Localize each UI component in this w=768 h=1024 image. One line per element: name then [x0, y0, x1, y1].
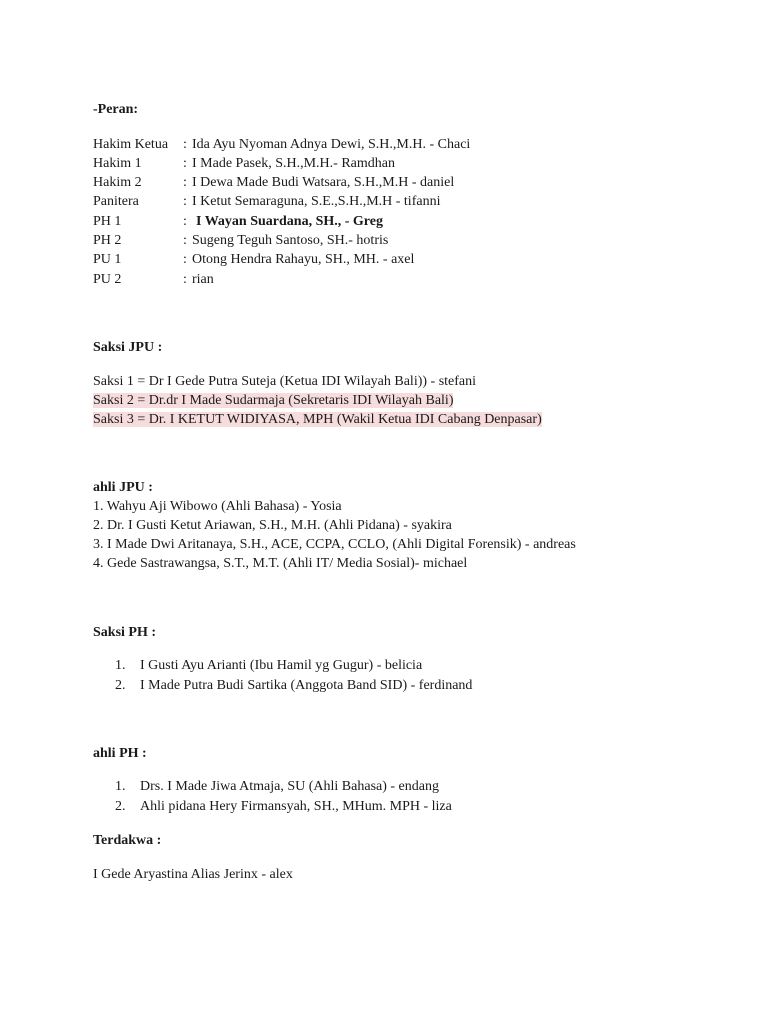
terdakwa-value: I Gede Aryastina Alias Jerinx - alex: [93, 867, 293, 882]
role-sep: :: [183, 175, 187, 190]
role-label: PU 1: [93, 252, 122, 267]
role-value: I Wayan Suardana, SH., - Greg: [196, 214, 383, 229]
ahli-ph-heading: ahli PH :: [93, 746, 147, 761]
terdakwa-heading: Terdakwa :: [93, 833, 162, 848]
role-row-hakim-ketua: [93, 135, 470, 154]
saksi-jpu-item: [93, 391, 453, 410]
saksi-jpu-heading: Saksi JPU :: [93, 340, 163, 355]
ahli-jpu-item: 1. Wahyu Aji Wibowo (Ahli Bahasa) - Yosia: [93, 499, 342, 514]
role-label: Panitera: [93, 194, 139, 209]
role-label: PU 2: [93, 272, 122, 287]
role-sep: :: [183, 137, 187, 152]
role-row-ph-2: [93, 231, 388, 250]
saksi-jpu-item: Saksi 1 = Dr I Gede Putra Suteja (Ketua IDI Wilayah Bali)) - stefani: [93, 374, 477, 389]
role-value: I Dewa Made Budi Watsara, S.H.,M.H - daniel: [192, 175, 455, 190]
ahli-ph-item: [115, 797, 452, 816]
role-row-hakim-2: [93, 173, 454, 192]
ahli-jpu-item: 2. Dr. I Gusti Ketut Ariawan, S.H., M.H. (Ahli Pidana) - syakira: [93, 518, 452, 533]
list-text: I Gusti Ayu Arianti (Ibu Hamil yg Gugur) - belicia: [140, 658, 423, 673]
highlighted-text: Saksi 3 = Dr. I KETUT WIDIYASA, MPH (Wakil Ketua IDI Cabang Denpasar): [93, 412, 542, 427]
role-value: Ida Ayu Nyoman Adnya Dewi, S.H.,M.H. - Chaci: [192, 137, 471, 152]
ahli-ph-item: [115, 777, 439, 796]
role-row-pu-2: [93, 270, 214, 289]
role-label: Hakim 1: [93, 156, 142, 171]
role-value: Otong Hendra Rahayu, SH., MH. - axel: [192, 252, 415, 267]
list-number: 2.: [115, 678, 126, 693]
saksi-ph-item: [115, 656, 422, 675]
role-sep: :: [183, 252, 187, 267]
saksi-ph-heading: Saksi PH :: [93, 625, 157, 640]
role-label: Hakim 2: [93, 175, 142, 190]
role-sep: :: [183, 272, 187, 287]
list-text: Drs. I Made Jiwa Atmaja, SU (Ahli Bahasa) - endang: [140, 779, 439, 794]
ahli-jpu-item: 4. Gede Sastrawangsa, S.T., M.T. (Ahli IT/ Media Sosial)- michael: [93, 556, 468, 571]
list-text: I Made Putra Budi Sartika (Anggota Band SID) - ferdinand: [140, 678, 473, 693]
peran-heading: -Peran:: [93, 102, 139, 117]
ahli-jpu-heading: ahli JPU :: [93, 480, 153, 495]
list-text: Ahli pidana Hery Firmansyah, SH., MHum. MPH - liza: [140, 799, 452, 814]
saksi-jpu-item: [93, 410, 542, 429]
list-number: 2.: [115, 799, 126, 814]
role-value: Sugeng Teguh Santoso, SH.- hotris: [192, 233, 389, 248]
role-sep: :: [183, 156, 187, 171]
role-sep: :: [183, 233, 187, 248]
list-number: 1.: [115, 658, 126, 673]
role-sep: :: [183, 214, 187, 229]
role-value: rian: [192, 272, 214, 287]
role-row-panitera: [93, 192, 440, 211]
role-label: Hakim Ketua: [93, 137, 169, 152]
role-label: PH 2: [93, 233, 122, 248]
role-value: I Made Pasek, S.H.,M.H.- Ramdhan: [192, 156, 395, 171]
role-row-ph-1: [93, 212, 383, 231]
role-label: PH 1: [93, 214, 122, 229]
highlighted-text: Saksi 2 = Dr.dr I Made Sudarmaja (Sekretaris IDI Wilayah Bali): [93, 393, 454, 408]
saksi-ph-item: [115, 676, 472, 695]
role-sep: :: [183, 194, 187, 209]
ahli-jpu-item: 3. I Made Dwi Aritanaya, S.H., ACE, CCPA, CCLO, (Ahli Digital Forensik) - andreas: [93, 537, 576, 552]
role-value: I Ketut Semaraguna, S.E.,S.H.,M.H - tifanni: [192, 194, 441, 209]
role-row-pu-1: [93, 250, 414, 269]
role-row-hakim-1: [93, 154, 395, 173]
list-number: 1.: [115, 779, 126, 794]
